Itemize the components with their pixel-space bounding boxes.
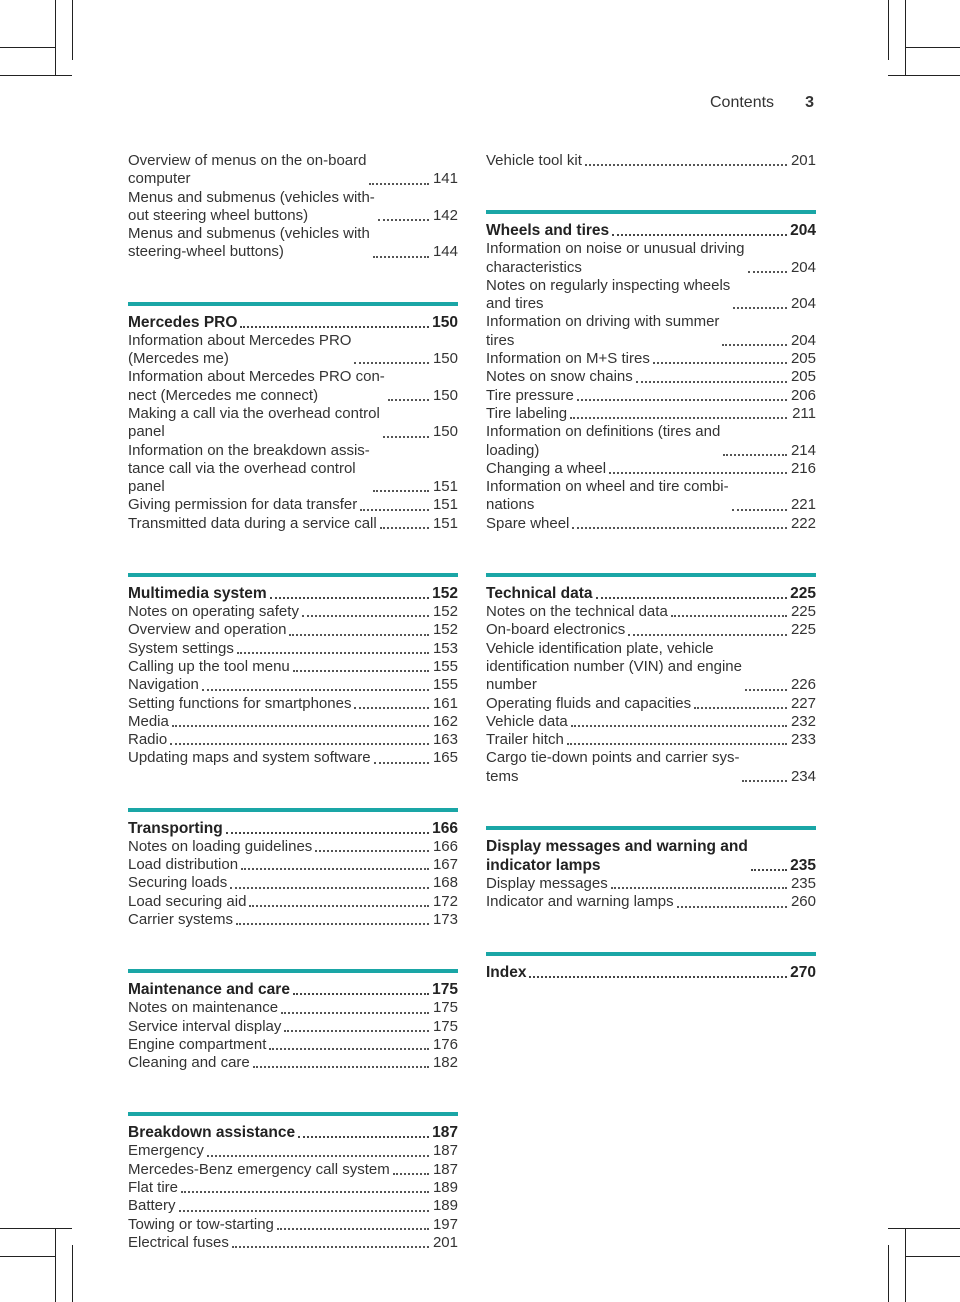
toc-entry[interactable] [486,405,816,423]
toc-entry-text: Trailer hitch [486,731,564,749]
dot-leader [373,256,429,258]
toc-entry[interactable] [486,893,816,911]
dot-leader [577,399,787,401]
toc-entry[interactable] [128,332,458,369]
header-title: Contents [710,94,775,111]
toc-section [486,952,816,982]
toc-section [486,210,816,533]
toc-entry-text: Calling up the tool menu [128,657,290,675]
toc-entry-text: Service interval display [128,1017,282,1035]
section-heading-text: Breakdown assistance [128,1124,296,1142]
toc-entry-text: Vehicle identification plate, vehicle identification number (VIN) and engine number [486,639,742,694]
dot-leader [529,976,787,978]
section-divider [128,1112,458,1116]
toc-entry-page: 155 [432,676,458,694]
toc-entry-text: On-board electronics [486,621,626,639]
toc-entry[interactable] [486,731,816,749]
toc-entry-text: Cargo tie-down points and carrier sys- tems [486,749,740,785]
dot-leader [172,725,429,727]
toc-entry[interactable] [486,875,816,893]
toc-entry-text: Information on driving with summer tires [486,313,720,349]
toc-entry[interactable] [128,1036,458,1054]
toc-section [128,969,458,1072]
dot-leader [240,326,429,328]
dot-leader [378,219,429,221]
toc-entry-text: Transmitted data during a service call [128,514,377,532]
section-heading-page: 166 [432,819,458,837]
section-heading[interactable] [486,837,816,875]
section-heading[interactable] [128,819,458,838]
toc-entry-text: Mercedes-Benz emergency call system [128,1160,390,1178]
toc-entry-page: 232 [790,712,816,730]
crop-mark [888,1228,960,1229]
toc-entry-text: Towing or tow-starting [128,1215,274,1233]
toc-entry-page: 161 [432,694,458,712]
section-heading-page: 270 [790,963,816,981]
dot-leader [253,1066,429,1068]
toc-entry-text: Information on definitions (tires and loading) [486,423,721,459]
toc-section [486,152,816,170]
toc-entry-text: Information on M+S tires [486,350,650,368]
dot-leader [281,1012,429,1014]
toc-entry-page: 201 [790,152,816,169]
toc-entry-page: 176 [432,1035,458,1053]
toc-entry-page: 155 [432,657,458,675]
toc-entry-page: 153 [432,639,458,657]
toc-entry-page: 211 [792,404,816,422]
toc-entry[interactable] [486,515,816,533]
toc-entry[interactable] [128,1161,458,1179]
section-heading-text: Display messages and warning and indicator lamps [486,838,748,875]
toc-entry-page: 204 [790,258,816,276]
section-heading-page: 150 [432,313,458,331]
section-heading-page: 235 [790,857,816,875]
toc-entry[interactable] [128,893,458,911]
toc-entry-text: Making a call via the overhead control panel [128,404,380,441]
dot-leader [302,615,429,617]
dot-leader [284,1030,429,1032]
toc-entry-page: 205 [790,350,816,368]
dot-leader [293,670,429,672]
section-heading[interactable] [486,221,816,240]
toc-entry-page: 167 [432,856,458,874]
toc-entry-page: 141 [432,170,458,188]
toc-entry-page: 189 [432,1197,458,1215]
toc-entry-text: Radio [128,731,168,749]
dot-leader [237,652,429,654]
toc-entry[interactable] [128,1054,458,1072]
toc-entry-page: 226 [790,676,816,694]
toc-entry[interactable] [486,277,816,314]
toc-entry-page: 201 [432,1233,458,1251]
dot-leader [742,780,787,782]
toc-entry-text: Giving permission for data transfer [128,496,358,514]
toc-entry-text: Cleaning and care [128,1054,250,1072]
toc-entry-text: Indicator and warning lamps [486,893,674,911]
toc-entry-page: 260 [790,893,816,911]
dot-leader [585,164,787,166]
section-heading[interactable] [486,963,816,982]
toc-entry-text: Carrier systems [128,910,234,928]
dot-leader [236,923,429,925]
toc-entry-text: Load securing aid [128,892,247,910]
dot-leader [226,832,429,834]
crop-mark [72,0,73,60]
dot-leader [373,490,429,492]
dot-leader [202,689,429,691]
toc-entry-page: 172 [432,892,458,910]
toc-entry[interactable] [486,368,816,386]
dot-leader [572,527,787,529]
crop-mark [888,0,889,60]
toc-entry-page: 227 [790,694,816,712]
toc-entry[interactable] [486,423,816,460]
toc-entry-text: Updating maps and system software [128,749,371,767]
dot-leader [567,743,787,745]
toc-entry-page: 221 [790,496,816,514]
toc-entry-page: 151 [432,478,458,496]
section-divider [128,969,458,973]
toc-entry[interactable] [486,478,816,515]
toc-entry-page: 235 [790,875,816,893]
dot-leader [653,362,787,364]
crop-mark [905,1256,960,1257]
dot-leader [232,1246,429,1248]
toc-entry-text: Operating fluids and capacities [486,694,692,712]
toc-entry[interactable] [128,225,458,262]
section-heading[interactable] [486,584,816,603]
toc-entry-text: Tire pressure [486,386,574,404]
toc-entry-page: 151 [432,496,458,514]
dot-leader [293,993,429,995]
toc-entry-page: 150 [432,423,458,441]
crop-mark [55,1228,56,1302]
toc-entry-text: Notes on snow chains [486,368,633,386]
dot-leader [315,850,429,852]
dot-leader [751,869,787,871]
toc-entry[interactable] [128,911,458,929]
toc-entry-text: Information on the breakdown assis- tance call via the overhead control panel [128,441,370,496]
toc-entry-text: System settings [128,639,234,657]
toc-entry[interactable] [128,1179,458,1197]
toc-entry-text: Information on noise or unusual driving characteristics [486,240,745,276]
toc-entry-text: Setting functions for smartphones [128,694,352,712]
crop-mark [0,1256,55,1257]
toc-entry-text: Vehicle tool kit [486,152,582,169]
crop-mark [905,47,960,48]
toc-entry-text: Display messages [486,875,608,893]
section-heading-text: Maintenance and care [128,981,290,999]
toc-entry-text: Tire labeling [486,404,568,422]
toc-entry-page: 163 [432,731,458,749]
section-heading-page: 204 [790,222,816,240]
toc-entry-text: Menus and submenus (vehicles with steering-wheel buttons) [128,225,370,261]
dot-leader [732,509,787,511]
dot-leader [369,183,429,185]
section-divider [128,808,458,812]
toc-entry-page: 142 [432,206,458,224]
toc-entry-text: Notes on maintenance [128,999,279,1017]
dot-leader [612,234,787,236]
toc-entry-page: 166 [432,837,458,855]
toc-entry-text: Menus and submenus (vehicles with- out steering wheel buttons) [128,188,375,224]
crop-mark [0,75,72,76]
toc-entry[interactable] [128,640,458,658]
dot-leader [269,1048,429,1050]
toc-entry[interactable] [128,1234,458,1252]
toc-entry-text: Electrical fuses [128,1233,229,1251]
dot-leader [380,527,429,529]
toc-entry-page: 225 [790,621,816,639]
toc-entry[interactable] [486,695,816,713]
toc-entry[interactable] [128,749,458,767]
toc-entry[interactable] [486,313,816,350]
toc-entry[interactable] [128,603,458,621]
dot-leader [383,436,429,438]
toc-entry-page: 204 [790,331,816,349]
toc-entry-page: 205 [790,368,816,386]
toc-entry-text: Engine compartment [128,1035,267,1053]
dot-leader [360,509,429,511]
section-heading-text: Technical data [486,585,593,603]
toc-entry[interactable] [486,640,816,695]
section-heading[interactable] [128,584,458,603]
toc-entry[interactable] [486,749,816,786]
toc-entry-text: Navigation [128,676,199,694]
toc-entry[interactable] [486,713,816,731]
section-divider [486,952,816,956]
section-divider [128,302,458,306]
toc-section [128,573,458,768]
section-heading-page: 225 [790,585,816,603]
dot-leader [230,887,429,889]
toc-entry-page: 162 [432,712,458,730]
toc-entry-page: 165 [432,749,458,767]
dot-leader [571,725,787,727]
toc-entry[interactable] [128,731,458,749]
crop-mark [888,1245,889,1302]
toc-entry-page: 150 [432,350,458,368]
dot-leader [374,762,429,764]
toc-section [486,826,816,912]
toc-entry-page: 151 [432,514,458,532]
toc-section [128,808,458,929]
section-divider [486,210,816,214]
dot-leader [354,362,429,364]
toc-entry-text: Notes on operating safety [128,603,299,621]
toc-entry[interactable] [486,460,816,478]
toc-entry-page: 150 [432,386,458,404]
toc-entry[interactable] [486,152,816,170]
toc-entry[interactable] [128,368,458,405]
crop-mark [905,1228,906,1302]
toc-entry[interactable] [128,999,458,1017]
dot-leader [393,1173,429,1175]
toc-entry-page: 189 [432,1178,458,1196]
section-divider [486,826,816,830]
toc-entry-page: 204 [790,295,816,313]
dot-leader [745,689,787,691]
toc-entry-text: Vehicle data [486,712,568,730]
toc-entry[interactable] [486,621,816,639]
toc-entry[interactable] [486,240,816,277]
toc-entry-page: 234 [790,767,816,785]
dot-leader [628,634,787,636]
dot-leader [270,597,429,599]
section-heading-page: 187 [432,1124,458,1142]
toc-left-column [128,152,458,1292]
section-heading[interactable] [128,1123,458,1142]
dot-leader [354,707,429,709]
toc-entry-page: 214 [790,441,816,459]
toc-entry-page: 206 [790,386,816,404]
section-heading-text: Multimedia system [128,585,267,603]
section-heading-text: Wheels and tires [486,222,610,240]
toc-entry-text: Media [128,712,169,730]
toc-entry-page: 222 [790,514,816,532]
toc-section [128,302,458,533]
dot-leader [636,381,787,383]
toc-entry[interactable] [128,658,458,676]
toc-entry[interactable] [128,405,458,442]
toc-entry[interactable] [486,350,816,368]
dot-leader [170,743,429,745]
dot-leader [733,307,787,309]
toc-entry[interactable] [128,713,458,731]
toc-entry-page: 187 [432,1142,458,1160]
toc-entry-text: Securing loads [128,874,228,892]
section-heading-page: 175 [432,981,458,999]
crop-mark [0,1228,72,1229]
toc-entry-page: 225 [790,603,816,621]
toc-entry-page: 175 [432,999,458,1017]
section-heading-page: 152 [432,585,458,603]
toc-entry[interactable] [486,603,816,621]
toc-entry-text: Changing a wheel [486,459,607,477]
section-heading[interactable] [128,313,458,332]
toc-section [486,573,816,786]
toc-entry[interactable] [128,676,458,694]
dot-leader [671,615,787,617]
toc-entry-page: 233 [790,731,816,749]
toc-entry-text: Information on wheel and tire combi- nations [486,478,729,514]
toc-entry[interactable] [128,496,458,514]
toc-entry-text: Emergency [128,1142,204,1160]
toc-entry-text: Spare wheel [486,514,570,532]
crop-mark [905,0,906,75]
toc-entry-page: 187 [432,1160,458,1178]
toc-entry-text: Information about Mercedes PRO con- nect (Mercedes me connect) [128,368,385,404]
crop-mark [72,1245,73,1302]
toc-entry-page: 152 [432,603,458,621]
toc-entry[interactable] [128,621,458,639]
toc-entry[interactable] [128,856,458,874]
dot-leader [694,707,787,709]
header-page-number: 3 [805,94,814,111]
toc-entry-text: Flat tire [128,1178,179,1196]
toc-entry-page: 144 [432,243,458,261]
dot-leader [289,634,429,636]
toc-entry[interactable] [128,838,458,856]
section-divider [128,573,458,577]
toc-entry[interactable] [128,442,458,497]
dot-leader [723,454,787,456]
dot-leader [298,1136,429,1138]
dot-leader [609,472,787,474]
toc-entry[interactable] [128,1142,458,1160]
toc-entry-text: Information about Mercedes PRO (Mercedes me) [128,331,352,368]
dot-leader [722,344,787,346]
toc-entry-text: Overview of menus on the on-board computer [128,152,367,188]
toc-entry-text: Battery [128,1197,176,1215]
dot-leader [249,905,429,907]
dot-leader [570,417,787,419]
section-divider [486,573,816,577]
dot-leader [596,597,787,599]
toc-section [128,152,458,262]
dot-leader [241,868,429,870]
toc-entry[interactable] [128,152,458,189]
dot-leader [179,1210,429,1212]
toc-entry-page: 168 [432,874,458,892]
toc-entry-page: 173 [432,910,458,928]
dot-leader [677,906,787,908]
toc-entry[interactable] [128,515,458,533]
toc-entry-page: 152 [432,621,458,639]
toc-entry[interactable] [128,695,458,713]
toc-entry-page: 182 [432,1054,458,1072]
dot-leader [207,1155,429,1157]
dot-leader [611,887,787,889]
toc-entry[interactable] [128,1197,458,1215]
dot-leader [388,399,429,401]
toc-entry[interactable] [128,189,458,226]
section-heading-text: Index [486,963,527,981]
crop-mark [888,75,960,76]
toc-entry-text: Notes on the technical data [486,603,668,621]
dot-leader [181,1191,429,1193]
toc-entry-text: Load distribution [128,856,239,874]
page-header [700,94,818,116]
toc-entry-page: 197 [432,1215,458,1233]
dot-leader [277,1228,429,1230]
toc-entry[interactable] [128,1216,458,1234]
toc-entry-text: Notes on loading guidelines [128,837,313,855]
toc-entry[interactable] [128,1018,458,1036]
toc-right-column [486,152,816,1022]
toc-entry-text: Notes on regularly inspecting wheels and tires [486,276,731,313]
section-heading-text: Mercedes PRO [128,313,238,331]
crop-mark [55,0,56,75]
toc-section [128,1112,458,1252]
section-heading[interactable] [128,980,458,999]
toc-entry-page: 216 [790,459,816,477]
toc-entry-text: Overview and operation [128,621,287,639]
dot-leader [748,271,788,273]
toc-entry[interactable] [128,874,458,892]
toc-entry-page: 175 [432,1017,458,1035]
section-heading-text: Transporting [128,819,223,837]
crop-mark [0,47,55,48]
toc-entry[interactable] [486,387,816,405]
